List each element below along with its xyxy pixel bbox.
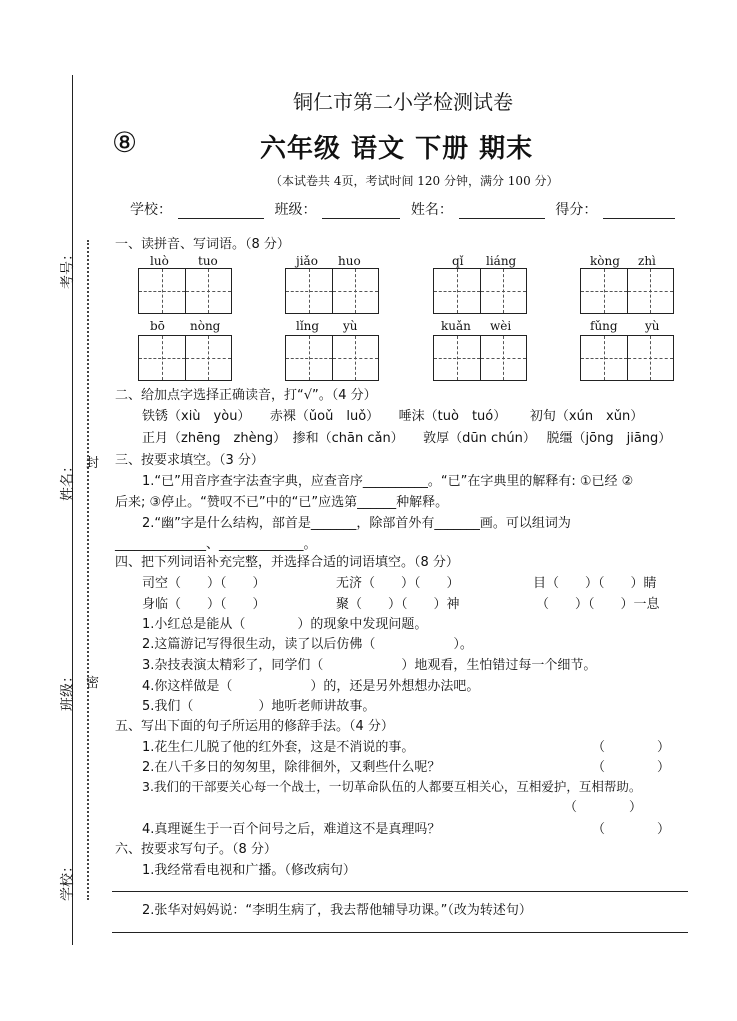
section-3-line-2: 后来; ③停止。“赞叹不已”中的“已”应选第______种解释。 xyxy=(115,495,449,510)
fill-sentence-2: 2.这篇游记写得很生动，读了以后仿佛（ ）。 xyxy=(142,637,473,652)
idiom-5: 聚（ ）（ ）神 xyxy=(336,597,460,612)
idiom-2: 无济（ ）（ ） xyxy=(336,576,460,591)
writing-grid-2[interactable] xyxy=(285,268,379,314)
pinyin-8b: yù xyxy=(645,319,660,333)
sentence-task-1: 1.我经常看电视和广播。（修改病句） xyxy=(142,863,356,878)
exam-title: 铜仁市第二小学检测试卷 xyxy=(293,90,513,114)
section-4-heading: 四、把下列词语补充完整，并选择合适的词语填空。（8 分） xyxy=(115,555,459,570)
school-field-label: 学校： xyxy=(130,202,172,218)
writing-grid-4[interactable] xyxy=(580,268,674,314)
rhetoric-answer-4[interactable]: （ ） xyxy=(592,822,671,837)
idiom-1: 司空（ ）（ ） xyxy=(142,576,266,591)
writing-grid-6[interactable] xyxy=(285,335,379,381)
fill-sentence-5: 5.我们（ ）地听老师讲故事。 xyxy=(142,699,376,714)
exam-note: （本试卷共 4页，考试时间 120 分钟，满分 100 分） xyxy=(270,174,559,188)
pinyin-7a: kuǎn xyxy=(441,319,471,333)
class-field[interactable] xyxy=(322,204,400,219)
rhetoric-answer-3[interactable]: （ ） xyxy=(564,800,643,815)
fill-sentence-4: 4.你这样做是（ ）的，还是另外想想办法吧。 xyxy=(142,679,480,694)
section-2-row-1: 铁锈（xiù yòu） 赤裸（ǔoǔ luǒ） 唾沫（tuò tuó） 初旬（xún xǔn） xyxy=(142,409,644,424)
pinyin-3a: qǐ xyxy=(452,254,464,268)
kaohao-label: 考号： xyxy=(60,247,76,289)
rhetoric-answer-2[interactable]: （ ） xyxy=(592,760,671,775)
sentence-task-2: 2.张华对妈妈说：“李明生病了，我去帮他辅导功课。”（改为转述句） xyxy=(142,903,532,918)
rhetoric-answer-1[interactable]: （ ） xyxy=(592,740,671,755)
writing-grid-5[interactable] xyxy=(138,335,232,381)
answer-line-2[interactable] xyxy=(112,932,688,933)
class-field-label: 班级： xyxy=(274,202,317,218)
writing-grid-3[interactable] xyxy=(433,268,527,314)
xingming-label: 姓名： xyxy=(60,459,76,501)
binding-line xyxy=(72,75,73,945)
name-field-label: 姓名： xyxy=(410,202,453,218)
pinyin-1a: luò xyxy=(150,254,169,268)
section-6-heading: 六、按要求写句子。（8 分） xyxy=(115,842,277,857)
section-2-row-2: 正月（zhēng zhèng） 掺和（chān cǎn） 敦厚（dūn chún） 脱缰（jōng jiāng） xyxy=(142,431,672,446)
pinyin-6a: lǐng xyxy=(296,319,320,333)
rhetoric-sentence-1: 1.花生仁儿脱了他的红外套，这是不消说的事。 xyxy=(142,740,415,755)
pinyin-5a: bō xyxy=(150,319,165,333)
idiom-3: 目（ ）（ ）睛 xyxy=(533,576,657,591)
idiom-4: 身临（ ）（ ） xyxy=(142,597,266,612)
section-1-heading: 一、读拼音、写词语。（8 分） xyxy=(115,237,290,252)
rhetoric-sentence-2: 2.在八千多日的匆匆里，除徘徊外，又剩些什么呢？ xyxy=(142,760,441,775)
school-field[interactable] xyxy=(178,204,264,219)
answer-line-1[interactable] xyxy=(112,891,688,892)
feng-mark: 封 xyxy=(86,456,100,471)
pinyin-4a: kòng xyxy=(590,254,620,268)
pinyin-2b: huo xyxy=(338,254,361,268)
idiom-6: （ ）（ ）一息 xyxy=(536,597,660,612)
info-fields xyxy=(130,199,681,219)
score-field[interactable] xyxy=(603,204,675,219)
writing-grid-8[interactable] xyxy=(580,335,674,381)
paper-number: ⑧ xyxy=(112,126,138,159)
rhetoric-sentence-3: 3.我们的干部要关心每一个战士，一切革命队伍的人都要互相关心，互相爱护，互相帮助。 xyxy=(142,779,642,794)
xuexiao-label: 学校： xyxy=(60,859,76,901)
section-5-heading: 五、写出下面的句子所运用的修辞手法。（4 分） xyxy=(115,719,394,734)
section-2-heading: 二、给加点字选择正确读音，打“√”。（4 分） xyxy=(115,388,377,403)
pinyin-6b: yù xyxy=(343,319,358,333)
fill-sentence-3: 3.杂技表演太精彩了，同学们（ ）地观看，生怕错过每一个细节。 xyxy=(142,658,597,673)
pinyin-1b: tuo xyxy=(198,254,218,268)
writing-grid-1[interactable] xyxy=(138,268,232,314)
mi-mark: 密 xyxy=(86,676,100,691)
section-3-line-1: 1.“已”用音序查字法查字典，应查音序__________。“已”在字典里的解释有: ①已经 ② xyxy=(142,474,634,489)
score-field-label: 得分： xyxy=(555,202,598,218)
writing-grid-7[interactable] xyxy=(433,335,527,381)
rhetoric-sentence-4: 4.真理诞生于一百个问号之后，难道这不是真理吗？ xyxy=(142,822,441,837)
section-3-heading: 三、按要求填空。（3 分） xyxy=(115,453,264,468)
section-3-line-3: 2.“幽”字是什么结构，部首是_______，除部首外有_______画。可以组词为 xyxy=(142,516,571,531)
pinyin-4b: zhì xyxy=(638,254,656,268)
banji-label: 班级： xyxy=(60,669,76,711)
pinyin-7b: wèi xyxy=(490,319,512,333)
pinyin-8a: fǔng xyxy=(590,319,618,333)
exam-subtitle: 六年级 语文 下册 期末 xyxy=(260,134,534,164)
name-field[interactable] xyxy=(459,204,545,219)
pinyin-5b: nòng xyxy=(190,319,221,333)
binding-dotted-line xyxy=(87,240,89,900)
fill-sentence-1: 1.小红总是能从（ ）的现象中发现问题。 xyxy=(142,617,428,632)
pinyin-3b: liáng xyxy=(486,254,517,268)
section-3-line-4: ______________、_____________。 xyxy=(115,537,317,552)
pinyin-2a: jiǎo xyxy=(296,254,318,268)
